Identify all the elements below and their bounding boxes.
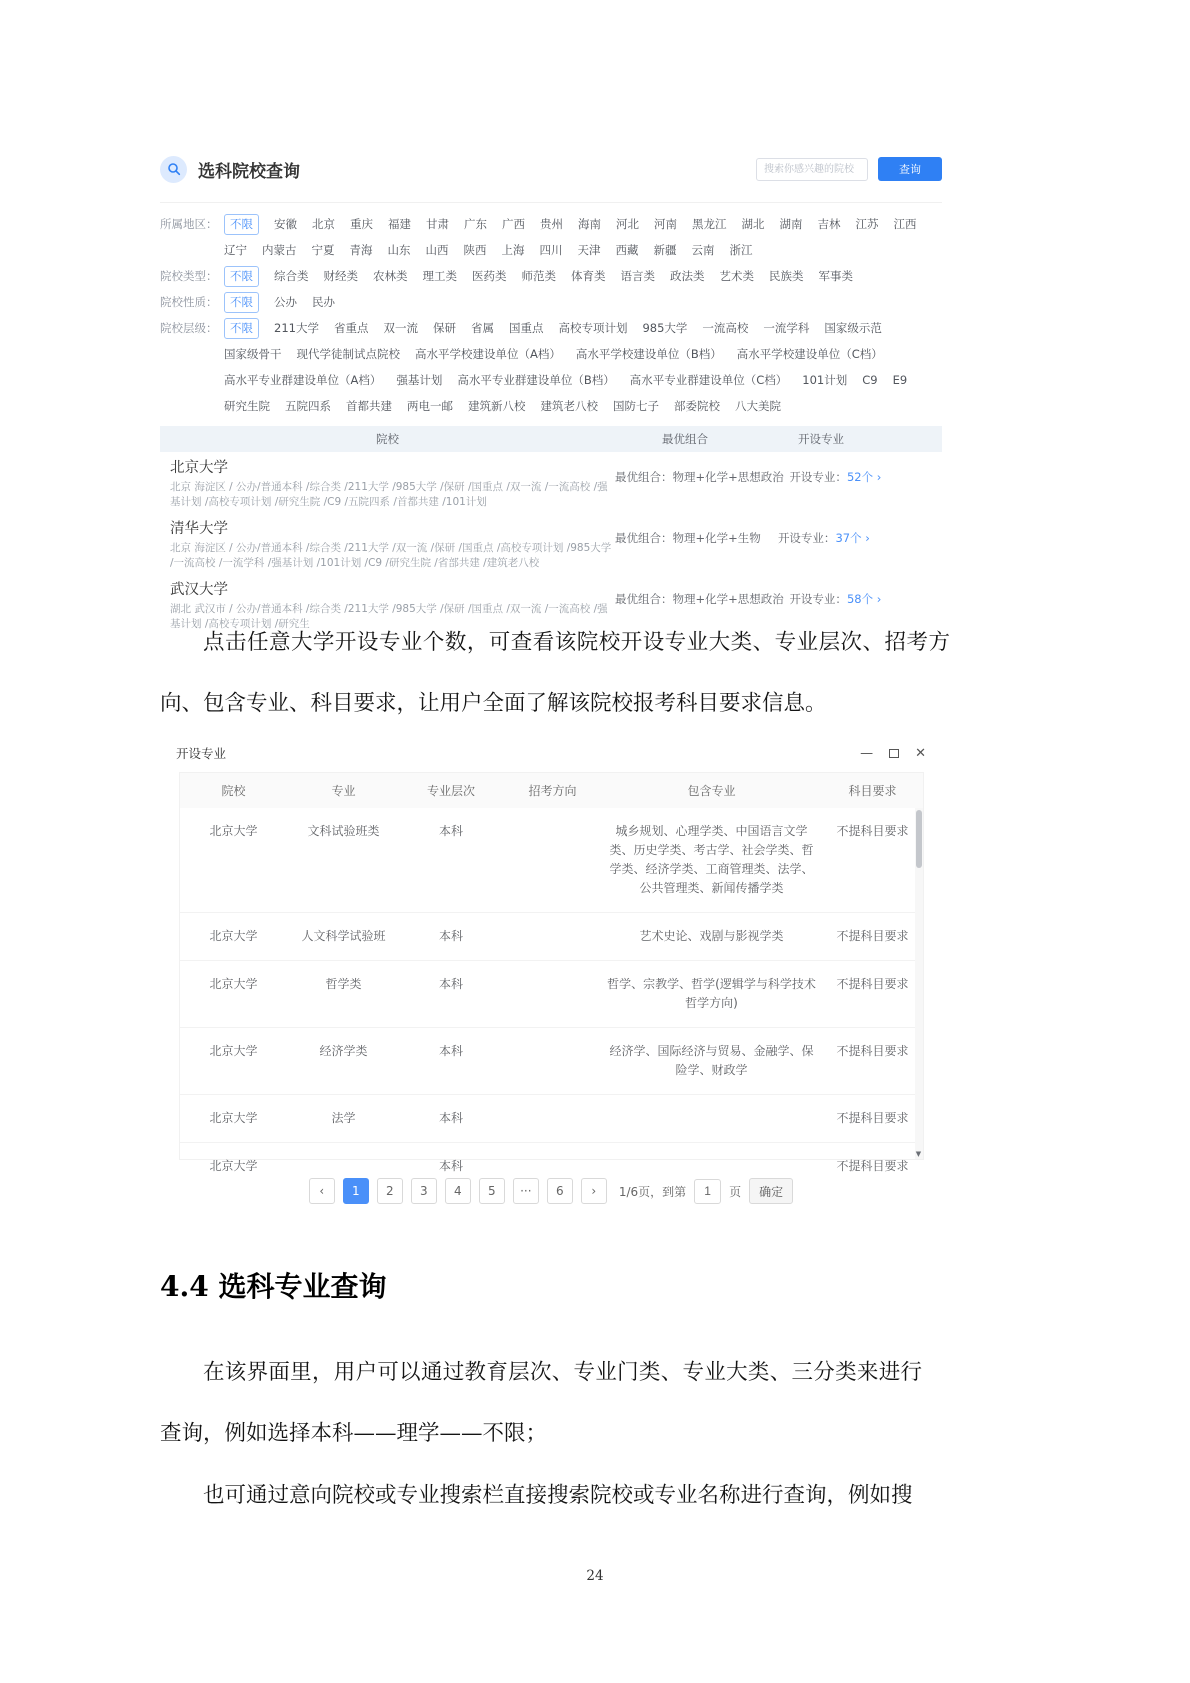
cell-requirement: 不提科目要求 (836, 1159, 909, 1173)
filter-option[interactable]: 两电一邮 (407, 399, 453, 413)
close-icon[interactable]: ✕ (915, 745, 926, 761)
filter-option[interactable]: 重庆 (350, 217, 373, 231)
cell-requirement: 不提科目要求 (836, 824, 909, 838)
offered-majors-cell (784, 459, 942, 509)
filter-option[interactable]: 江苏 (855, 217, 879, 231)
col-college: 院校 (221, 784, 246, 798)
college-name[interactable]: 武汉大学 (170, 582, 228, 598)
filter-option[interactable]: 上海 (501, 243, 525, 257)
offered-majors-label: 开设专业： (789, 470, 847, 484)
filter-label: 所属地区： (160, 217, 218, 231)
cell-level: 本科 (438, 1111, 463, 1125)
filter-option[interactable]: 陕西 (463, 243, 487, 257)
modal-title: 开设专业 (176, 746, 227, 761)
section-heading: 4.4 选科专业查询 (160, 1270, 387, 1303)
app-logo-icon (160, 156, 187, 183)
col-college: 院校 (376, 432, 399, 446)
filter-option[interactable]: 民族类 (769, 269, 804, 283)
filter-option[interactable]: 211大学 (274, 321, 319, 335)
college-tags: 北京 海淀区 / 公办/普通本科 /综合类 /211大学 /985大学 /保研 /国重点 /双一流 /一流高校 /强基计划 /高校专项计划 /研究生院 /C9 /五院四系 /首都共建 /101计划 (170, 481, 608, 508)
filter-option[interactable]: 医药类 (472, 269, 507, 283)
cell-level: 本科 (438, 1159, 463, 1173)
college-name[interactable]: 清华大学 (170, 521, 228, 537)
filter-option[interactable]: 双一流 (383, 321, 418, 335)
filter-option[interactable]: 高水平专业群建设单位（C档） (629, 373, 788, 387)
scrollbar-thumb[interactable] (916, 810, 922, 868)
filter-options (224, 289, 942, 315)
offered-majors-label: 开设专业： (777, 531, 836, 545)
filter-option[interactable]: 985大学 (642, 321, 688, 335)
cell-college: 北京大学 (209, 1111, 258, 1125)
cell-college: 北京大学 (209, 1159, 258, 1173)
filter-option[interactable]: 省重点 (333, 321, 369, 335)
filter-option[interactable]: 101计划 (802, 373, 848, 387)
cell-level: 本科 (438, 824, 463, 838)
filter-option[interactable]: 首都共建 (346, 399, 392, 413)
college-name[interactable]: 北京大学 (170, 460, 228, 476)
filter-option[interactable]: 新疆 (653, 243, 677, 257)
filter-option[interactable]: 河北 (616, 217, 639, 231)
maximize-icon[interactable] (889, 749, 899, 758)
filter-option[interactable]: 安徽 (274, 217, 297, 231)
filter-option[interactable]: 高校专项计划 (558, 321, 628, 335)
filter-option[interactable]: 建筑老八校 (540, 399, 598, 413)
filter-option[interactable]: 强基计划 (396, 373, 443, 387)
filter-option[interactable]: 师范类 (521, 269, 556, 283)
filter-row (160, 289, 942, 315)
filter-option[interactable]: 一流高校 (702, 321, 749, 335)
cell-major: 法学 (331, 1111, 356, 1125)
cell-college: 北京大学 (209, 1044, 258, 1058)
cell-major: 哲学类 (325, 977, 362, 991)
filter-option[interactable]: 高水平学校建设单位（A档） (415, 347, 561, 361)
offered-majors-label: 开设专业： (789, 592, 847, 606)
page-button[interactable]: 4 (445, 1178, 471, 1204)
college-row (160, 452, 942, 513)
modal-titlebar (160, 740, 942, 766)
cell-major: 人文科学试验班 (301, 929, 386, 943)
page-button[interactable]: 6 (547, 1178, 573, 1204)
filter-option[interactable]: 体育类 (571, 269, 606, 283)
minimize-icon[interactable]: — (860, 745, 874, 761)
col-offered-majors: 开设专业 (798, 432, 844, 446)
filter-option[interactable]: 黑龙江 (692, 217, 727, 231)
filter-row (160, 211, 942, 263)
filter-option[interactable]: 高水平专业群建设单位（A档） (224, 373, 382, 387)
filter-option[interactable]: 西藏 (615, 243, 639, 257)
college-tags: 北京 海淀区 / 公办/普通本科 /综合类 /211大学 /双一流 /保研 /国重点 /高校专项计划 /985大学 /一流高校 /一流学科 /强基计划 /101计划 /C9 /研究生院 /省部共建 /建筑老八校 (170, 542, 612, 569)
filter-option[interactable]: 吉林 (817, 217, 841, 231)
modal-scrollbar[interactable] (915, 808, 923, 1159)
college-row (160, 513, 942, 574)
cell-level: 本科 (438, 929, 463, 943)
filter-option[interactable]: 民办 (312, 295, 335, 309)
cell-college: 北京大学 (209, 824, 258, 838)
filter-options (224, 315, 942, 419)
filter-option[interactable]: 海南 (578, 217, 601, 231)
filter-option[interactable]: 高水平学校建设单位（C档） (736, 347, 883, 361)
results-table-header (160, 426, 942, 452)
filter-option[interactable]: 农林类 (373, 269, 408, 283)
filter-option[interactable]: 国重点 (508, 321, 544, 335)
cell-requirement: 不提科目要求 (836, 977, 909, 991)
filter-option[interactable]: 语言类 (620, 269, 655, 283)
filter-option[interactable]: 国防七子 (613, 399, 659, 413)
col-direction: 招考方向 (528, 784, 577, 798)
major-row (180, 808, 923, 912)
filter-option[interactable]: 省属 (470, 321, 494, 335)
filter-label: 院校层级： (160, 321, 218, 335)
major-row (180, 960, 923, 1027)
scrollbar-down-icon[interactable]: ▼ (915, 1150, 922, 1158)
cell-included-majors: 城乡规划、心理学类、中国语言文学类、历史学类、考古学、社会学类、哲学类、经济学类、工商管理类、法学、公共管理类、新闻传播学类 (609, 824, 814, 895)
filter-option[interactable]: 福建 (388, 217, 411, 231)
page-title: 选科院校查询 (198, 161, 300, 182)
offered-majors-count-link[interactable]: 37个 › (835, 531, 870, 545)
filter-option[interactable]: 云南 (691, 243, 715, 257)
major-row (180, 1142, 923, 1190)
majors-table-body (180, 808, 923, 1173)
filter-option[interactable]: 北京 (312, 217, 335, 231)
best-combo-cell: 最优组合：物理+化学+思想政治 (615, 592, 784, 606)
filter-option[interactable]: 宁夏 (311, 243, 335, 257)
filter-options (224, 211, 942, 263)
search-input[interactable] (756, 158, 868, 181)
filter-option-selected[interactable]: 不限 (224, 318, 259, 339)
filter-option[interactable]: 内蒙古 (262, 243, 297, 257)
filter-option[interactable]: 研究生院 (224, 399, 270, 413)
cell-included-majors: 艺术史论、戏剧与影视学类 (639, 929, 784, 943)
filter-option[interactable]: 山西 (425, 243, 449, 257)
filter-option[interactable]: 五院四系 (285, 399, 331, 413)
offered-majors-count-link[interactable]: 58个 › (846, 592, 882, 606)
filter-option-selected[interactable]: 不限 (224, 214, 259, 235)
cell-included-majors: 哲学、宗教学、哲学(逻辑学与科学技术哲学方向) (607, 977, 816, 1010)
filter-row (160, 315, 942, 419)
best-combo-cell: 最优组合：物理+化学+思想政治 (615, 470, 784, 484)
filter-option[interactable]: 政法类 (670, 269, 705, 283)
filter-option[interactable]: 艺术类 (719, 269, 754, 283)
page-number: 24 (586, 1568, 604, 1584)
cell-level: 本科 (438, 1044, 463, 1058)
page-button[interactable]: 2 (377, 1178, 403, 1204)
filter-option[interactable]: 八大美院 (735, 399, 781, 413)
filter-option[interactable]: 江西 (893, 217, 917, 231)
major-row (180, 1094, 923, 1142)
col-subject-requirement: 科目要求 (848, 784, 897, 798)
filter-option[interactable]: 高水平学校建设单位（B档） (575, 347, 722, 361)
filter-option[interactable]: 湖南 (779, 217, 803, 231)
cell-included-majors: 经济学、国际经济与贸易、金融学、保险学、财政学 (609, 1044, 814, 1077)
cell-college: 北京大学 (209, 977, 258, 991)
filter-option[interactable]: 贵州 (540, 217, 563, 231)
filter-option[interactable]: 四川 (539, 243, 563, 257)
filter-option[interactable]: 一流学科 (763, 321, 810, 335)
filter-option[interactable]: 青海 (349, 243, 373, 257)
col-major: 专业 (331, 784, 356, 798)
filter-option[interactable]: 国家级示范 (824, 321, 882, 335)
offered-majors-cell (761, 520, 942, 570)
filter-option[interactable]: 国家级骨干 (224, 347, 282, 361)
filter-option[interactable]: 天津 (577, 243, 601, 257)
cell-requirement: 不提科目要求 (836, 929, 909, 943)
body-paragraph-3: 也可通过意向院校或专业搜索栏直接搜索院校或专业名称进行查询，例如搜 (203, 1483, 913, 1508)
filter-option[interactable]: E9 (892, 373, 908, 387)
page-ellipsis-button[interactable]: ··· (513, 1178, 539, 1204)
filter-option[interactable]: 部委院校 (674, 399, 720, 413)
filter-option-selected[interactable]: 不限 (224, 292, 259, 313)
body-paragraph-1: 点击任意大学开设专业个数，可查看该院校开设专业大类、专业层次、招考方向、包含专业、科目要求，让用户全面了解该院校报考科目要求信息。 (160, 630, 950, 716)
filter-option[interactable]: 山东 (387, 243, 411, 257)
filter-row (160, 263, 942, 289)
filter-option[interactable]: 综合类 (274, 269, 309, 283)
college-cell (160, 520, 615, 570)
filter-option[interactable]: 军事类 (818, 269, 853, 283)
majors-table (179, 772, 924, 1173)
filter-option[interactable]: 公办 (274, 295, 297, 309)
filter-option[interactable]: 湖北 (741, 217, 765, 231)
major-row (180, 1027, 923, 1094)
filter-options (224, 263, 942, 289)
filter-label: 院校类型： (160, 269, 218, 283)
page-button[interactable]: 3 (411, 1178, 437, 1204)
filter-label: 院校性质： (160, 295, 218, 309)
filter-section (160, 211, 942, 419)
college-tags: 湖北 武汉市 / 公办/普通本科 /综合类 /211大学 /985大学 /保研 /国重点 /双一流 /一流高校 /强基计划 /高校专项计划 /研究生 (170, 603, 608, 630)
majors-table-header (180, 773, 923, 808)
body-paragraph-2: 在该界面里，用户可以通过教育层次、专业门类、专业大类、三分类来进行查询，例如选择本科——理学——不限； (160, 1360, 922, 1446)
page-info: 1/6页，到第 (618, 1184, 687, 1199)
filter-option[interactable]: 高水平专业群建设单位（B档） (457, 373, 615, 387)
filter-option[interactable]: C9 (862, 373, 878, 387)
filter-option[interactable]: 财经类 (323, 269, 358, 283)
filter-option[interactable]: 甘肃 (426, 217, 449, 231)
filter-option[interactable]: 河南 (654, 217, 677, 231)
cell-major: 文科试验班类 (307, 824, 380, 838)
cell-requirement: 不提科目要求 (836, 1111, 909, 1125)
filter-option[interactable]: 理工类 (422, 269, 457, 283)
cell-college: 北京大学 (209, 929, 258, 943)
filter-option[interactable]: 广东 (464, 217, 487, 231)
filter-option[interactable]: 保研 (432, 321, 456, 335)
cell-major: 经济学类 (319, 1044, 368, 1058)
confirm-button[interactable]: 确定 (749, 1178, 793, 1204)
filter-option-selected[interactable]: 不限 (224, 266, 259, 287)
filter-option[interactable]: 辽宁 (224, 243, 247, 257)
header-divider (160, 202, 942, 203)
filter-option[interactable]: 浙江 (729, 243, 753, 257)
filter-option[interactable]: 广西 (502, 217, 525, 231)
filter-option[interactable]: 建筑新八校 (468, 399, 526, 413)
prev-page-button[interactable]: ‹ (309, 1178, 335, 1204)
offered-majors-modal (160, 740, 942, 1204)
page-unit-label: 页 (729, 1184, 742, 1199)
major-row (180, 912, 923, 960)
col-included-majors: 包含专业 (687, 784, 736, 798)
col-level: 专业层次 (426, 784, 475, 798)
offered-majors-count-link[interactable]: 52个 › (846, 470, 882, 484)
page-button[interactable]: 5 (479, 1178, 505, 1204)
cell-level: 本科 (438, 977, 463, 991)
filter-option[interactable]: 现代学徒制试点院校 (296, 347, 400, 361)
college-query-screenshot (160, 148, 942, 635)
next-page-button[interactable]: › (581, 1178, 607, 1204)
results-table-body (160, 452, 942, 635)
search-area (756, 157, 942, 181)
page-button-current[interactable]: 1 (343, 1178, 369, 1204)
college-cell (160, 459, 615, 509)
query-header (160, 148, 942, 190)
col-best-combo: 最优组合 (662, 432, 708, 446)
search-button[interactable]: 查询 (878, 157, 942, 181)
cell-requirement: 不提科目要求 (836, 1044, 909, 1058)
window-controls (860, 747, 926, 760)
best-combo-cell: 最优组合：物理+化学+生物 (615, 531, 761, 545)
